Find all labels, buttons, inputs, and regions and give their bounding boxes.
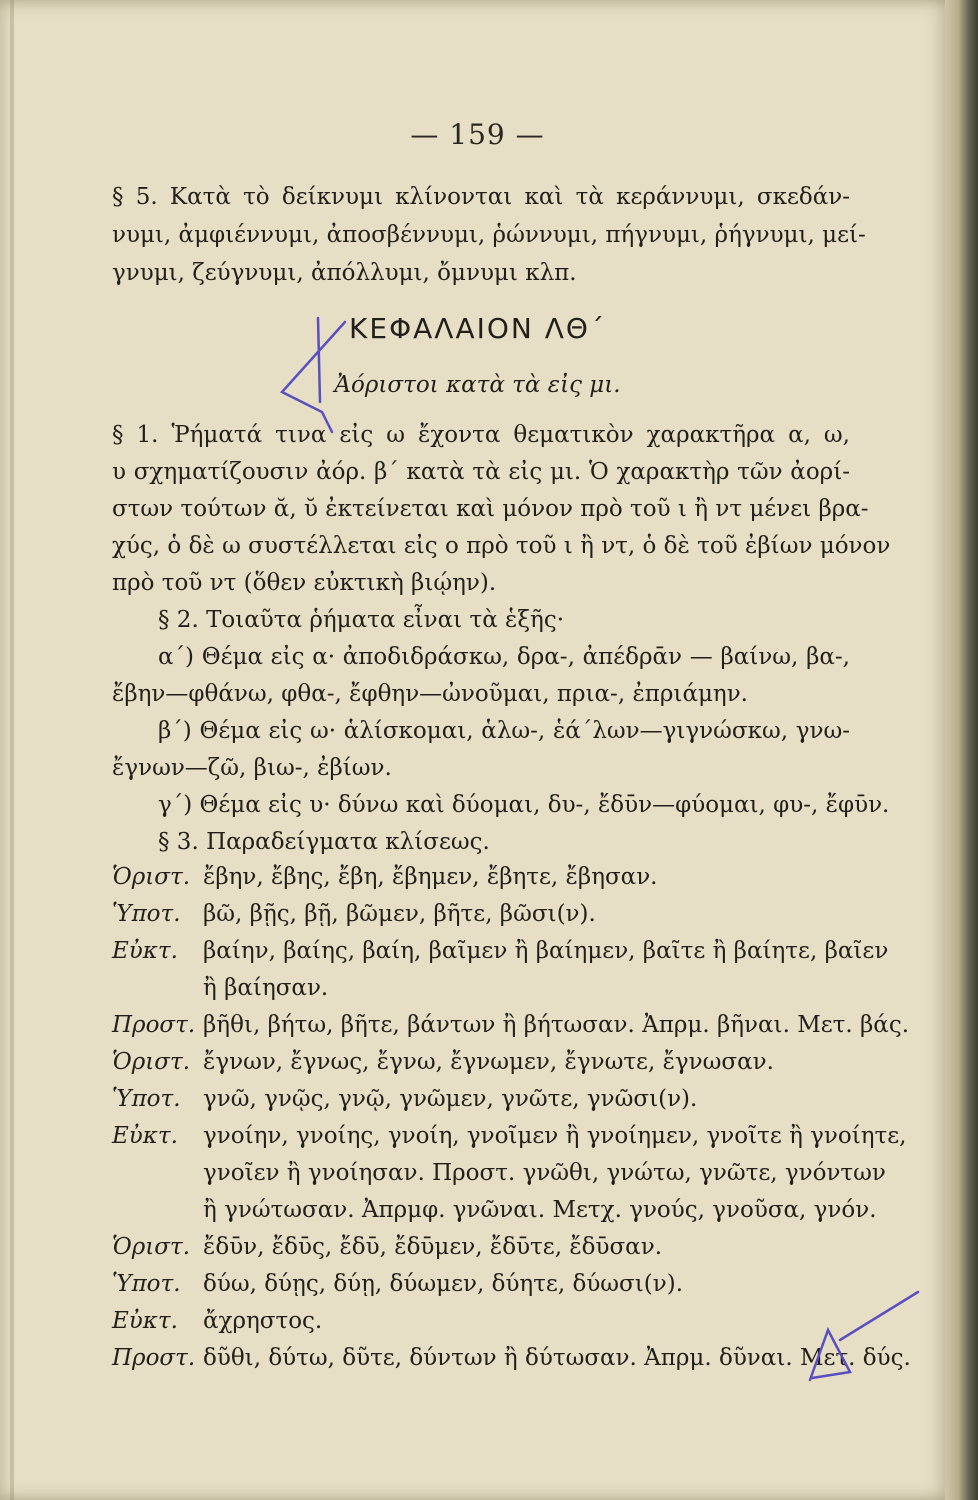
paradigm-forms: γνοίην, γνοίης, γνοίη, γνοῖμεν ἢ γνοίημεν, γνοῖτε ἢ γνοίητε, — [203, 1123, 907, 1149]
paradigm-forms: ἔδῡν, ἔδῡς, ἔδῡ, ἔδῡμεν, ἔδῡτε, ἔδῡσαν. — [203, 1234, 663, 1260]
body-line: § 1. Ῥήματά τινα εἰς ω ἔχοντα θεματικὸν χαρακτῆρα α, ω, — [112, 422, 850, 448]
paradigm-forms: γνοῖεν ἢ γνοίησαν. Προστ. γνῶθι, γνώτω, γνῶτε, γνόντων — [203, 1160, 886, 1186]
paradigm-label: Προστ. — [112, 1012, 196, 1038]
body-line: § 3. Παραδείγματα κλίσεως. — [158, 829, 490, 855]
paradigm-label: Εὐκτ. — [112, 1308, 178, 1334]
binding-fold — [10, 0, 14, 1500]
paradigm-label: Ὁριστ. — [112, 1234, 191, 1260]
paradigm-label: Εὐκτ. — [112, 1123, 178, 1149]
intro-line: § 5. Κατὰ τὸ δείκνυμι κλίνονται καὶ τὰ κεράννυμι, σκεδάν- — [112, 184, 850, 210]
body-line: ἔβην—φθάνω, φθα-, ἔφθην—ὠνοῦμαι, πρια-, ἐπριάμην. — [112, 681, 748, 707]
page-edge — [945, 0, 978, 1500]
page-number: — 159 — — [410, 118, 545, 151]
body-line: υ σχηματίζουσιν ἀόρ. β΄ κατὰ τὰ εἰς μι. Ὁ χαρακτὴρ τῶν ἀορί- — [112, 459, 850, 485]
chapter-subtitle: Ἀόριστοι κατὰ τὰ εἰς μι. — [334, 372, 621, 398]
paradigm-forms: βῆθι, βήτω, βῆτε, βάντων ἢ βήτωσαν. Ἀπρμ. βῆναι. Μετ. βάς. — [203, 1012, 910, 1038]
body-line: ἔγνων—ζῶ, βιω-, ἐβίων. — [112, 755, 392, 781]
paradigm-forms: γνῶ, γνῷς, γνῷ, γνῶμεν, γνῶτε, γνῶσι(ν). — [203, 1086, 698, 1112]
paradigm-forms: ἢ γνώτωσαν. Ἀπρμφ. γνῶναι. Μετχ. γνούς, γνοῦσα, γνόν. — [203, 1197, 877, 1223]
paradigm-forms: ἄχρηστος. — [203, 1308, 323, 1334]
paradigm-label: Ὑποτ. — [112, 1086, 181, 1112]
intro-line: γνυμι, ζεύγνυμι, ἀπόλλυμι, ὄμνυμι κλπ. — [112, 260, 577, 286]
body-line: χύς, ὁ δὲ ω συστέλλεται εἰς ο πρὸ τοῦ ι ἢ ντ, ὁ δὲ τοῦ ἐβίων μόνον — [112, 533, 891, 559]
body-line: α΄) Θέμα εἰς α· ἀποδιδράσκω, δρα-, ἀπέδρᾱν — βαίνω, βα-, — [158, 644, 850, 670]
paradigm-label: Ὁριστ. — [112, 864, 191, 890]
paradigm-label: Εὐκτ. — [112, 938, 178, 964]
paradigm-forms: δύω, δύῃς, δύῃ, δύωμεν, δύητε, δύωσι(ν). — [203, 1271, 684, 1297]
paradigm-forms: ἔβην, ἔβης, ἔβη, ἔβημεν, ἔβητε, ἔβησαν. — [203, 864, 658, 890]
paradigm-label: Ὁριστ. — [112, 1049, 191, 1075]
paradigm-label: Ὑποτ. — [112, 901, 181, 927]
paradigm-label: Ὑποτ. — [112, 1271, 181, 1297]
body-line: πρὸ τοῦ ντ (ὅθεν εὐκτικὴ βιῴην). — [112, 570, 497, 596]
body-line: γ΄) Θέμα εἰς υ· δύνω καὶ δύομαι, δυ-, ἔδῡν—φύομαι, φυ-, ἔφῡν. — [158, 792, 890, 818]
body-line: στων τούτων ᾰ, ῠ ἐκτείνεται καὶ μόνον πρὸ τοῦ ι ἢ ντ μένει βρα- — [112, 496, 869, 522]
body-line: β΄) Θέμα εἰς ω· ἁλίσκομαι, ἁλω-, ἑά΄λων—γιγνώσκω, γνω- — [158, 718, 850, 744]
paradigm-forms: βῶ, βῇς, βῇ, βῶμεν, βῆτε, βῶσι(ν). — [203, 901, 596, 927]
paradigm-forms: ἔγνων, ἔγνως, ἔγνω, ἔγνωμεν, ἔγνωτε, ἔγνωσαν. — [203, 1049, 774, 1075]
paradigm-forms: ἢ βαίησαν. — [203, 975, 329, 1001]
paradigm-label: Προστ. — [112, 1345, 196, 1371]
paradigm-forms: βαίην, βαίης, βαίη, βαῖμεν ἢ βαίημεν, βαῖτε ἢ βαίητε, βαῖεν — [203, 938, 889, 964]
chapter-title: ΚΕΦΑΛΑΙΟΝ ΛΘ΄ — [349, 312, 606, 345]
intro-line: νυμι, ἀμφιέννυμι, ἀποσβέννυμι, ῥώννυμι, πήγνυμι, ῥήγνυμι, μεί- — [112, 222, 866, 248]
body-line: § 2. Τοιαῦτα ῥήματα εἶναι τὰ ἑξῆς· — [158, 607, 565, 633]
paradigm-forms: δῦθι, δύτω, δῦτε, δύντων ἢ δύτωσαν. Ἀπρμ. δῦναι. Μετ. δύς. — [203, 1345, 911, 1371]
